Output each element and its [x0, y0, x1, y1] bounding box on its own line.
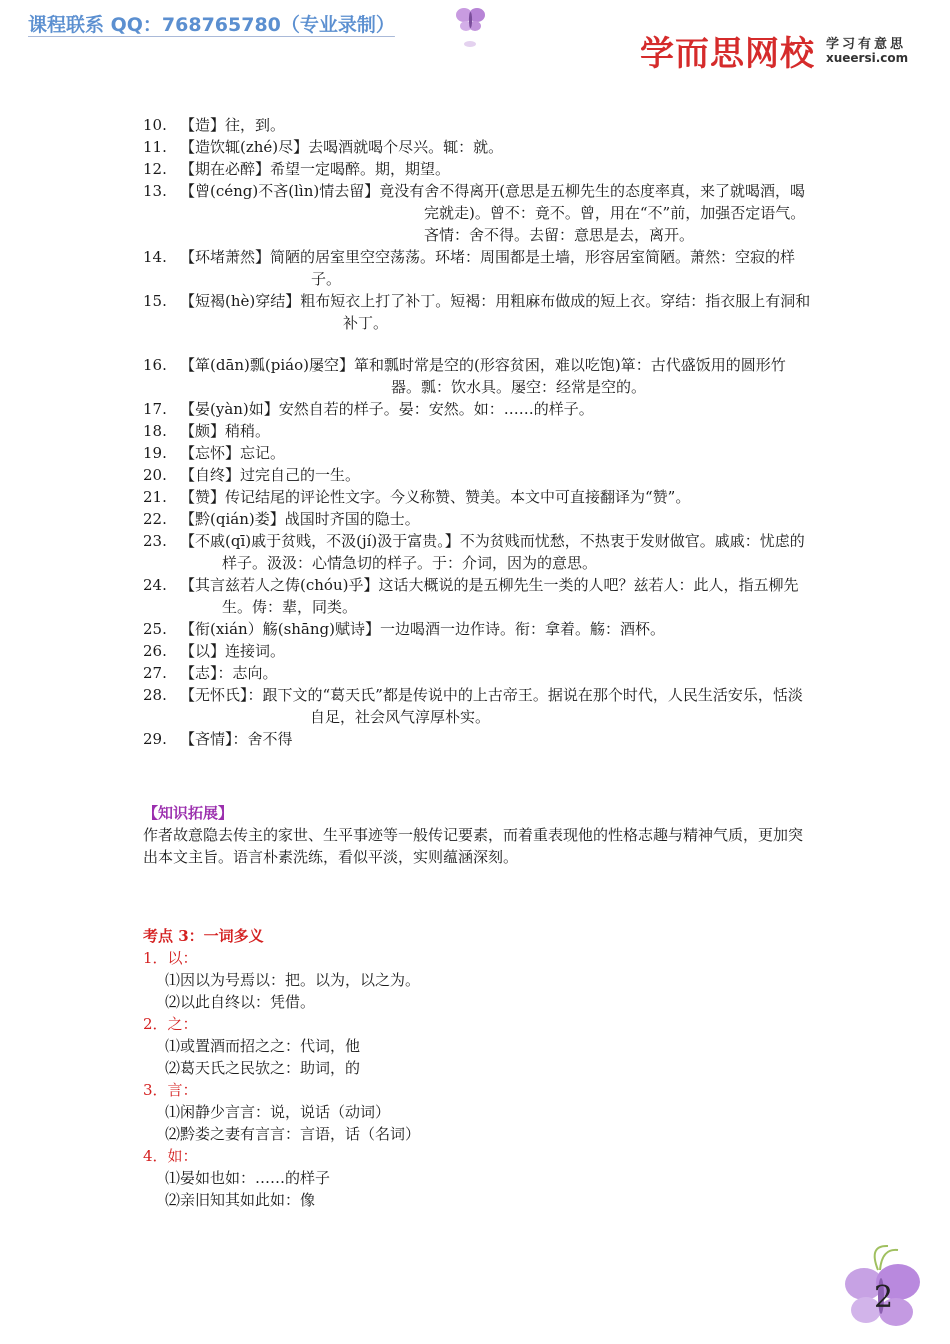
course-contact-header: 课程联系 QQ：768765780（专业录制）	[28, 14, 395, 36]
polysemy-word: 2．之：	[143, 1015, 198, 1033]
annotation-item	[143, 290, 815, 334]
annotation-text: 【忘怀】忘记。	[180, 444, 286, 462]
annotation-text: 【箪(dān)瓢(piáo)屡空】箪和瓢时常是空的(形容贫困，难以吃饱)箪：古代盛饭用的圆形竹器。瓢：饮水具。屡空：经常是空的。	[180, 356, 786, 396]
logo-url: xueersi.com	[826, 51, 909, 65]
annotation-number: 11.	[143, 138, 167, 156]
xueersi-logo	[640, 22, 920, 74]
annotation-item	[143, 114, 815, 136]
spacer	[143, 334, 815, 354]
annotation-item	[143, 508, 815, 530]
knowledge-text: 作者故意隐去传主的家世、生平事迹等一般传记要素，而着重表现他的性格志趣与精神气质，更加突出本文主旨。语言朴素洗练，看似平淡，实则蕴涵深刻。	[143, 826, 804, 866]
annotation-text: 【环堵萧然】简陋的居室里空空荡荡。环堵：周围都是土墙，形容居室简陋。萧然：空寂的样子。	[180, 248, 796, 288]
annotation-text: 【不戚(qī)戚于贫贱，不汲(jí)汲于富贵。】不为贫贱而忧愁，不热衷于发财做官。戚戚：忧虑的样子。汲汲：心情急切的样子。于：介词，因为的意思。	[180, 532, 805, 572]
annotation-item	[143, 136, 815, 158]
annotation-item	[143, 486, 815, 508]
annotation-item	[143, 640, 815, 662]
annotation-number: 12.	[143, 160, 167, 178]
polysemy-example: ⑵以此自终以：凭借。	[165, 993, 316, 1011]
annotation-number: 13.	[143, 182, 167, 200]
annotation-item	[143, 246, 815, 290]
annotation-text: 【曾(céng)不吝(lìn)情去留】竟没有舍不得离开(意思是五柳先生的态度率真，来了就喝酒，喝完就走)。曾不：竟不。曾，用在“不”前，加强否定语气。吝情：舍不得。去留：意思是去，离开。	[180, 182, 806, 244]
knowledge-title: 【知识拓展】	[143, 804, 234, 822]
annotation-item	[143, 464, 815, 486]
polysemy-word: 4．如：	[143, 1147, 198, 1165]
document-body	[143, 114, 815, 1211]
kaodian-title: 考点 3：一词多义	[143, 927, 264, 945]
annotation-item	[143, 398, 815, 420]
annotation-text: 【期在必醉】希望一定喝醉。期，期望。	[180, 160, 451, 178]
polysemy-list	[143, 947, 815, 1211]
annotation-number: 28.	[143, 686, 167, 704]
polysemy-example: ⑴晏如也如：……的样子	[165, 1169, 331, 1187]
annotation-number: 17.	[143, 400, 167, 418]
annotation-item	[143, 574, 815, 618]
polysemy-word: 1．以：	[143, 949, 198, 967]
annotation-number: 19.	[143, 444, 167, 462]
annotation-item	[143, 530, 815, 574]
annotation-text: 【赞】传记结尾的评论性文字。今义称赞、赞美。本文中可直接翻译为“赞”。	[180, 488, 691, 506]
annotation-text: 【黔(qián)娄】战国时齐国的隐士。	[180, 510, 420, 528]
annotation-number: 10.	[143, 116, 167, 134]
polysemy-example: ⑴因以为号焉以：把。以为，以之为。	[165, 971, 421, 989]
annotation-text: 【吝情】：舍不得	[180, 730, 293, 748]
annotation-text: 【衔(xián）觞(shāng)赋诗】一边喝酒一边作诗。衔：拿着。觞：酒杯。	[180, 620, 665, 638]
annotation-item	[143, 728, 815, 750]
annotation-text: 【无怀氏】：跟下文的“葛天氏”都是传说中的上古帝王。据说在那个时代，人民生活安乐，恬淡自足，社会风气淳厚朴实。	[180, 686, 803, 726]
annotation-item	[143, 180, 815, 246]
annotation-item	[143, 684, 815, 728]
annotation-number: 29.	[143, 730, 167, 748]
annotation-text: 【晏(yàn)如】安然自若的样子。晏：安然。如：……的样子。	[180, 400, 594, 418]
polysemy-example: ⑴或置酒而招之之：代词，他	[165, 1037, 361, 1055]
annotation-list	[143, 114, 815, 750]
annotation-text: 【造饮辄(zhé)尽】去喝酒就喝个尽兴。辄：就。	[180, 138, 504, 156]
polysemy-word: 3．言：	[143, 1081, 198, 1099]
annotation-number: 16.	[143, 356, 167, 374]
annotation-number: 27.	[143, 664, 167, 682]
annotation-item	[143, 662, 815, 684]
annotation-number: 22.	[143, 510, 167, 528]
butterfly-icon	[455, 4, 487, 48]
annotation-item	[143, 442, 815, 464]
annotation-text: 【以】连接词。	[180, 642, 286, 660]
polysemy-example: ⑵亲旧知其如此如：像	[165, 1191, 316, 1209]
annotation-text: 【颇】稍稍。	[180, 422, 271, 440]
annotation-number: 14.	[143, 248, 167, 266]
annotation-number: 23.	[143, 532, 167, 550]
annotation-item	[143, 158, 815, 180]
logo-title: 学而思网校	[640, 34, 815, 74]
annotation-text: 【志】：志向。	[180, 664, 278, 682]
logo-slogan: 学习有意思	[826, 37, 907, 52]
polysemy-example: ⑴闲静少言言：说，说话（动词）	[165, 1103, 391, 1121]
annotation-number: 24.	[143, 576, 167, 594]
annotation-number: 25.	[143, 620, 167, 638]
annotation-item	[143, 354, 815, 398]
page-number-badge	[838, 1240, 928, 1335]
polysemy-example: ⑵黔娄之妻有言言：言语，话（名词）	[165, 1125, 421, 1143]
annotation-text: 【造】往，到。	[180, 116, 286, 134]
annotation-text: 【自终】过完自己的一生。	[180, 466, 361, 484]
annotation-number: 15.	[143, 292, 167, 310]
annotation-number: 21.	[143, 488, 167, 506]
annotation-item	[143, 618, 815, 640]
annotation-number: 20.	[143, 466, 167, 484]
page-number: 2	[874, 1280, 894, 1315]
annotation-item	[143, 420, 815, 442]
polysemy-example: ⑵葛天氏之民欤之：助词，的	[165, 1059, 361, 1077]
annotation-text: 【其言兹若人之俦(chóu)乎】这话大概说的是五柳先生一类的人吧？兹若人：此人，指五柳先生。俦：辈，同类。	[180, 576, 799, 616]
annotation-text: 【短褐(hè)穿结】粗布短衣上打了补丁。短褐：用粗麻布做成的短上衣。穿结：指衣服上有洞和补丁。	[180, 292, 811, 332]
annotation-number: 18.	[143, 422, 167, 440]
annotation-number: 26.	[143, 642, 167, 660]
